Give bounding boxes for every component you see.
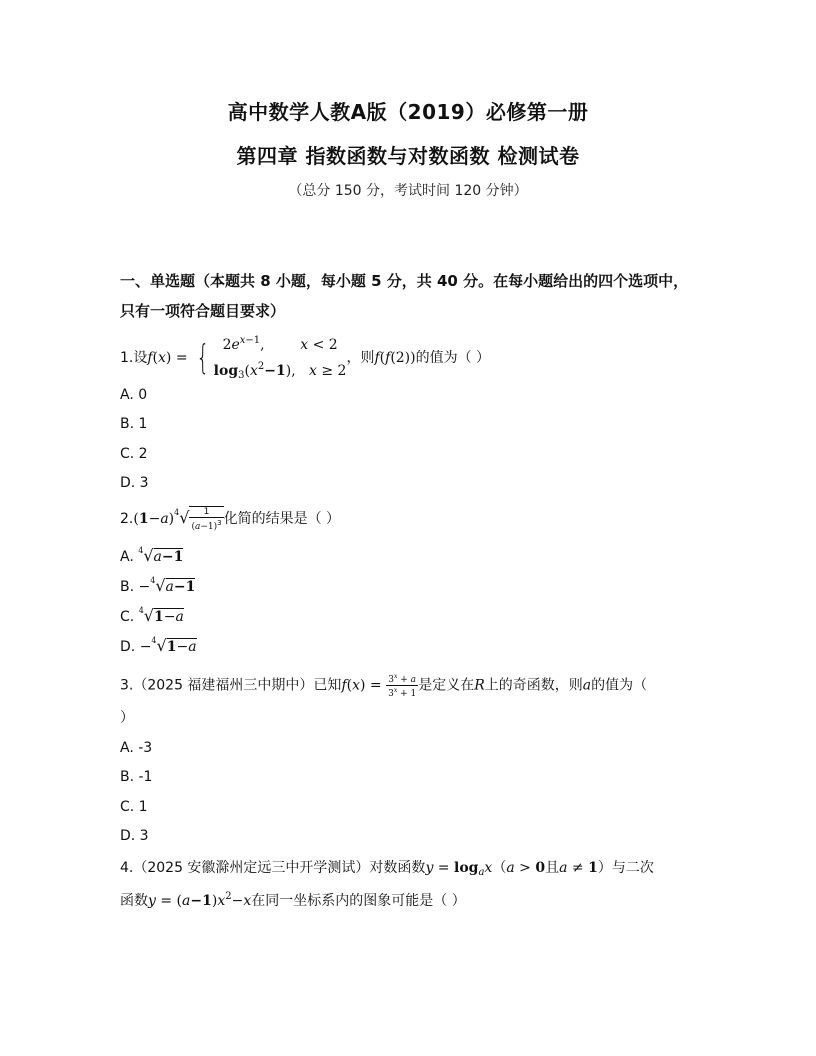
question-3: 3.（2025 福建福州三中期中）已知f(x) = $\frac{3^x + a}{3^x + 1}$ 是定义在R上的奇函数，则a的值为（	[120, 673, 648, 699]
q4-cond-open: （	[492, 860, 507, 876]
q2-option-d: D. −$^4$√1−a	[120, 636, 197, 655]
q3-fraction: $\frac{3^x + a}{3^x + 1}$	[388, 673, 417, 699]
q1-prefix: 1.设	[120, 350, 148, 366]
q3-option-a: A. -3	[120, 740, 153, 756]
question-1: 1.设f(x) = { $2e^{x-1}$, x < 2 $\log_3(x^2-1)$, x ≥ 2 ，则f(f(2))的值为（ ）	[120, 330, 490, 386]
q4-prefix: 4.（2025 安徽滁州定远三中开学测试）对数函数	[120, 860, 426, 876]
q2-option-c: C. $^4$√1−a	[120, 606, 184, 625]
chapter-title: 第四章 指数函数与对数函数 检测试卷	[236, 144, 580, 168]
q1-option-c: C. 2	[120, 446, 148, 462]
section-heading	[120, 266, 705, 326]
question-4: 4.（2025 安徽滁州定远三中开学测试）对数函数$y = \log_ax(a > 0$且a ≠ 1）与二次	[120, 860, 654, 878]
q3-end: 的值为（	[591, 677, 648, 694]
q3-suffix: 是定义在	[418, 677, 475, 694]
q4-line2-suffix: 在同一坐标系内的图象可能是（ ）	[251, 893, 466, 909]
q4-cond-close: ）与二次	[597, 860, 654, 876]
q3-continuation: ）	[120, 710, 134, 726]
section-heading-line1: 一、单选题（本题共 8 小题，每小题 5 分，共 40 分。在每小题给出的四个选项中，	[120, 272, 689, 290]
q1-suffix: ，则	[346, 350, 375, 366]
q2-option-b: B. −$^4$√a−1	[120, 576, 196, 595]
q1-function: f	[147, 350, 153, 366]
q3-option-b: B. -1	[120, 769, 153, 785]
q2-fraction: $\frac{1}{(a-1)^3}$	[191, 507, 222, 532]
q1-ask: 的值为（ ）	[415, 350, 491, 366]
q4-line2-prefix: 函数	[120, 893, 148, 909]
q4-cond-and: 且	[545, 860, 560, 876]
q3-option-c: C. 1	[120, 799, 148, 815]
exam-info: （总分 150 分，考试时间 120 分钟）	[288, 183, 528, 199]
q3-option-d: D. 3	[120, 828, 149, 844]
q1-option-a: A. 0	[120, 387, 148, 403]
q1-cases: $2e^{x-1}$, x < 2 $\log_3(x^2-1)$, x ≥ 2	[213, 335, 347, 381]
q2-option-a: A. $^4$√a−1	[120, 546, 184, 565]
question-4-line2: 函数$y = (a-1)x^2-x$在同一坐标系内的图象可能是（ ）	[120, 891, 466, 909]
q1-option-d: D. 3	[120, 475, 149, 491]
page-title: 高中数学人教A版（2019）必修第一册	[227, 100, 589, 124]
q3-mid: 上的奇函数，则	[484, 677, 583, 694]
q2-prefix: 2.	[120, 511, 134, 527]
q1-brace: {	[196, 338, 210, 378]
q3-prefix: 3.（2025 福建福州三中期中）已知	[120, 677, 342, 694]
q1-option-b: B. 1	[120, 416, 148, 432]
question-2: $2.(1-a)^4√$ $\frac{1}{(a-1)^3}$ 化简的结果是（ ）	[120, 507, 341, 532]
section-heading-line2: 只有一项符合题目要求）	[120, 302, 286, 320]
q2-suffix: 化简的结果是（ ）	[223, 511, 341, 527]
